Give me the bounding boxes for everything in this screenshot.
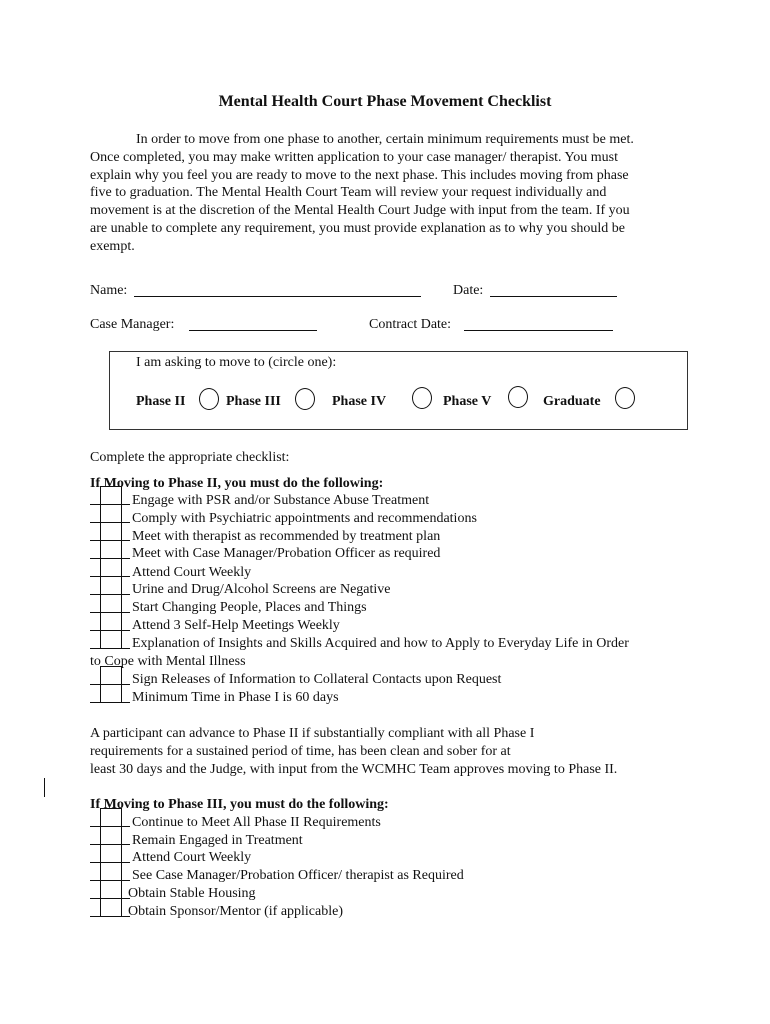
- intro-line: movement is at the discretion of the Mental Health Court Judge with input from the team. If you: [90, 203, 630, 219]
- checkbox[interactable]: [100, 612, 122, 630]
- checklist-item: See Case Manager/Probation Officer/ therapist as Required: [132, 868, 464, 883]
- checklist-item: Urine and Drug/Alcohol Screens are Negative: [132, 582, 391, 597]
- intro-line: five to graduation. The Mental Health Court Team will review your request individually and: [90, 185, 607, 201]
- phase-iv-radio[interactable]: [412, 387, 432, 409]
- phase-option-label: Phase V: [443, 394, 492, 409]
- phase-ii-radio[interactable]: [199, 388, 219, 410]
- phase-iii-radio[interactable]: [295, 388, 315, 410]
- case-manager-field-label: Case Manager:: [90, 317, 175, 332]
- intro-line: In order to move from one phase to another, certain minimum requirements must be met.: [136, 132, 634, 147]
- text-cursor: [44, 778, 45, 797]
- checklist-item: Sign Releases of Information to Collateral Contacts upon Request: [132, 672, 502, 687]
- phase-ii-heading: If Moving to Phase II, you must do the following:: [90, 476, 384, 491]
- checklist-item: Explanation of Insights and Skills Acquired and how to Apply to Everyday Life in Order: [132, 636, 629, 651]
- checklist-item: Obtain Stable Housing: [128, 886, 256, 901]
- checkbox[interactable]: [100, 666, 122, 684]
- checklist-item: Start Changing People, Places and Things: [132, 600, 367, 615]
- checkbox[interactable]: [100, 576, 122, 594]
- checkbox[interactable]: [100, 862, 122, 880]
- checklist-item: Comply with Psychiatric appointments and recommendations: [132, 511, 477, 526]
- checkbox[interactable]: [100, 558, 122, 576]
- complete-checklist-label: Complete the appropriate checklist:: [90, 450, 290, 465]
- phase-iii-heading: If Moving to Phase III, you must do the following:: [90, 797, 389, 812]
- checkbox[interactable]: [100, 826, 122, 844]
- name-field-label: Name:: [90, 283, 128, 298]
- checkbox[interactable]: [100, 540, 122, 558]
- checkbox-line: [90, 648, 130, 649]
- checkbox[interactable]: [100, 594, 122, 612]
- checkbox[interactable]: [100, 898, 122, 916]
- advance-text-line: A participant can advance to Phase II if substantially compliant with all Phase I: [90, 726, 535, 741]
- page-title: Mental Health Court Phase Movement Checklist: [218, 93, 552, 110]
- contract-date-field-label: Contract Date:: [369, 317, 452, 332]
- case-manager-field[interactable]: [189, 316, 317, 331]
- checklist-item-continued: to Cope with Mental Illness: [90, 654, 246, 669]
- checklist-item: Minimum Time in Phase I is 60 days: [132, 690, 339, 705]
- advance-text-line: least 30 days and the Judge, with input from the WCMHC Team approves moving to Phase II.: [90, 762, 618, 777]
- checkbox[interactable]: [100, 684, 122, 702]
- phase-option-label: Phase III: [226, 394, 281, 409]
- intro-paragraph: [90, 131, 680, 256]
- checkbox[interactable]: [100, 844, 122, 862]
- checkbox-line: [90, 702, 130, 703]
- checklist-item: Obtain Sponsor/Mentor (if applicable): [128, 904, 344, 919]
- checkbox[interactable]: [100, 522, 122, 540]
- checkbox[interactable]: [100, 504, 122, 522]
- name-field[interactable]: [134, 282, 421, 297]
- intro-line: exempt.: [90, 238, 135, 254]
- phase-v-radio[interactable]: [508, 386, 528, 408]
- graduate-radio[interactable]: [615, 387, 635, 409]
- checkbox[interactable]: [100, 808, 122, 826]
- checkbox[interactable]: [100, 880, 122, 898]
- intro-line: explain why you feel you are ready to move to the next phase. This includes moving from phase: [90, 167, 629, 183]
- checkbox[interactable]: [100, 486, 122, 504]
- checklist-item: Continue to Meet All Phase II Requirements: [132, 815, 381, 830]
- checkbox[interactable]: [100, 630, 122, 648]
- date-field[interactable]: [490, 282, 617, 297]
- advance-text-line: requirements for a sustained period of time, has been clean and sober for at: [90, 744, 511, 759]
- phase-option-label: Phase II: [136, 394, 186, 409]
- checklist-item: Attend 3 Self-Help Meetings Weekly: [132, 618, 340, 633]
- date-field-label: Date:: [453, 283, 484, 298]
- contract-date-field[interactable]: [464, 316, 613, 331]
- checklist-item: Meet with therapist as recommended by treatment plan: [132, 529, 441, 544]
- checklist-item: Engage with PSR and/or Substance Abuse Treatment: [132, 493, 430, 508]
- checklist-item: Meet with Case Manager/Probation Officer as required: [132, 546, 441, 561]
- checklist-item: Remain Engaged in Treatment: [132, 833, 303, 848]
- phase-option-label: Graduate: [543, 394, 601, 409]
- checklist-item: Attend Court Weekly: [132, 565, 252, 580]
- intro-line: are unable to complete any requirement, you must provide explanation as to why you should be: [90, 220, 625, 236]
- intro-line: Once completed, you may make written application to your case manager/ therapist. You must: [90, 149, 618, 165]
- checkbox-line: [90, 916, 130, 917]
- phase-prompt: I am asking to move to (circle one):: [136, 355, 337, 370]
- checklist-item: Attend Court Weekly: [132, 850, 252, 865]
- phase-option-label: Phase IV: [332, 394, 387, 409]
